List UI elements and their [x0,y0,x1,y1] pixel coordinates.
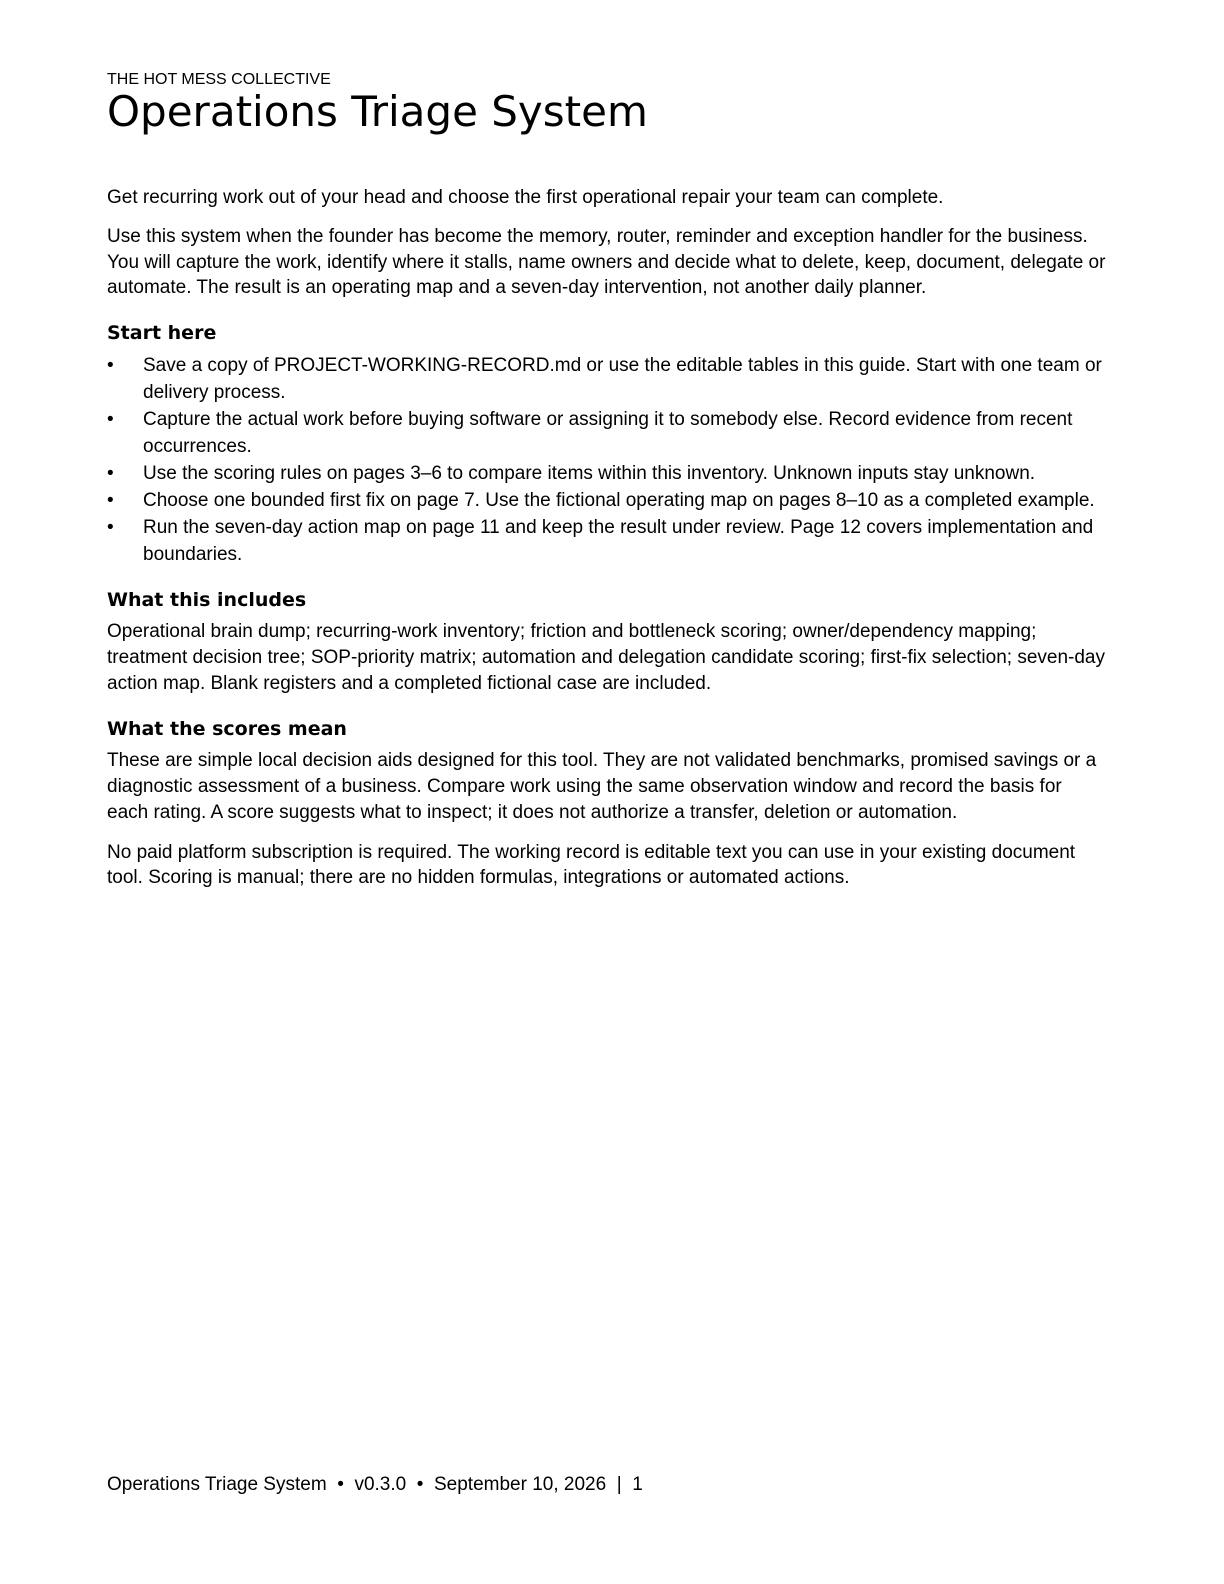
list-item [107,460,1107,487]
start-here-heading: Start here [107,321,217,344]
subscription-paragraph: No paid platform subscription is required. The working record is editable text you can use in your existing document tool. Scoring is manual; there are no hidden formulas, integrations or automated actions. [107,841,1076,888]
bullet-icon: • [107,408,114,430]
footer-divider: | [616,1474,622,1495]
start-here-list [107,352,1107,568]
intro-lede: Get recurring work out of your head and choose the first operational repair your team can complete. [107,187,944,208]
scores-heading: What the scores mean [107,717,347,740]
bullet-icon: • [107,354,114,376]
footer-version: v0.3.0 [354,1474,407,1495]
page-number: 1 [632,1474,643,1495]
bullet-icon: • [107,516,114,538]
document-page [107,70,1107,891]
page-title: Operations Triage System [107,87,648,136]
list-item-text: Capture the actual work before buying software or assigning it to somebody else. Record evidence from recent occurrences. [143,408,1073,457]
footer-doc-name: Operations Triage System [107,1474,327,1495]
footer-separator: • [337,1474,344,1495]
bullet-icon: • [107,489,114,511]
list-item-text: Use the scoring rules on pages 3–6 to compare items within this inventory. Unknown inputs stay unknown. [143,462,1036,484]
list-item [107,352,1107,406]
list-item-text: Run the seven-day action map on page 11 and keep the result under review. Page 12 covers implementation and boundaries. [143,516,1094,565]
list-item-text: Choose one bounded first fix on page 7. Use the fictional operating map on pages 8–10 as a completed example. [143,489,1095,511]
intro-paragraph: Use this system when the founder has become the memory, router, reminder and exception handler for the business. You will capture the work, identify where it stalls, name owners and decide what to delete, keep, document, delegate or automate. The result is an operating map and a seven-day intervention, not another daily planner. [107,226,1106,298]
list-item [107,487,1107,514]
bullet-icon: • [107,462,114,484]
scores-paragraph: These are simple local decision aids designed for this tool. They are not validated benchmarks, promised savings or a diagnostic assessment of a business. Compare work using the same observation window and record the basis for each rating. A score suggests what to inspect; it does not authorize a transfer, deletion or automation. [107,749,1097,823]
footer-date: September 10, 2026 [433,1474,607,1495]
publisher-kicker: THE HOT MESS COLLECTIVE [107,71,331,88]
includes-paragraph: Operational brain dump; recurring-work inventory; friction and bottleneck scoring; owner/dependency mapping; treatment decision tree; SOP-priority matrix; automation and delegation candidate scoring; first-fix selection; seven-day action map. Blank registers and a completed fictional case are included. [107,620,1105,694]
includes-heading: What this includes [107,588,307,611]
footer-separator: • [416,1474,424,1495]
list-item [107,514,1107,568]
page-footer [107,1472,643,1498]
list-item-text: Save a copy of PROJECT-WORKING-RECORD.md or use the editable tables in this guide. Start with one team or delivery process. [143,354,1102,403]
list-item [107,406,1107,460]
